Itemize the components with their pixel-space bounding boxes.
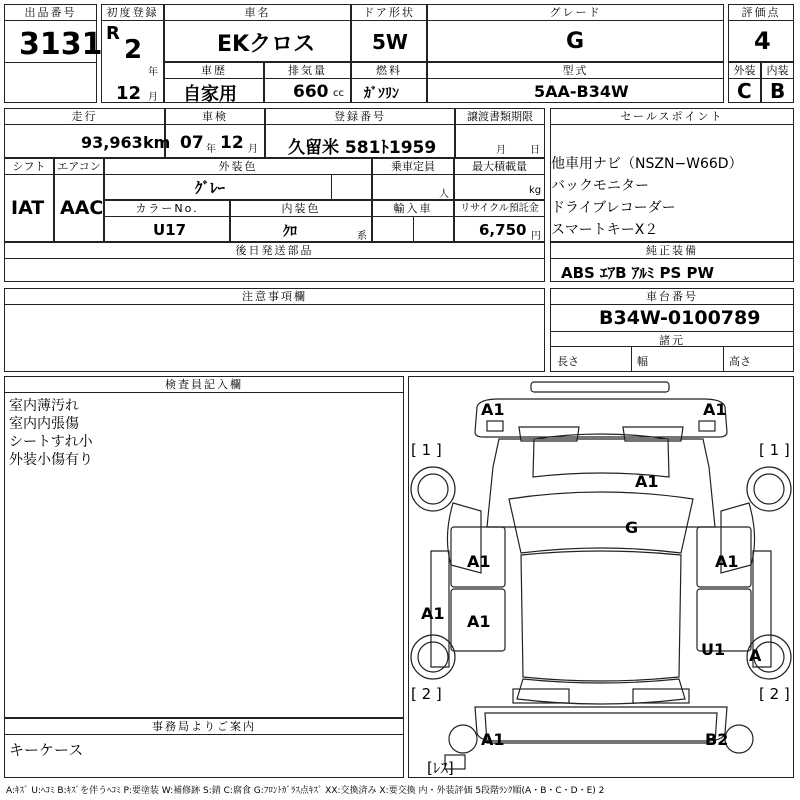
displacement-unit: cc xyxy=(333,88,344,99)
later-parts-label: 後日発送部品 xyxy=(5,243,544,259)
sales-line-4: スマートキーX２ xyxy=(551,222,659,238)
tire-rear-right: [ 2 ] xyxy=(759,685,790,703)
mileage-unit: km xyxy=(143,133,171,152)
sales-line-1: 他車用ナビ（NSZN−W66D） xyxy=(551,156,743,172)
inspection-month: 12 xyxy=(220,133,244,153)
equipment-box xyxy=(550,242,794,282)
color-no-box xyxy=(104,200,230,242)
door-box xyxy=(351,4,427,62)
int-color-value: ｸﾛ xyxy=(283,224,297,240)
capacity-label: 乗車定員 xyxy=(373,159,453,175)
dmg-right-fender: A1 xyxy=(715,552,739,571)
dmg-hood: A1 xyxy=(635,472,659,491)
inspector-box xyxy=(4,376,404,718)
car-name: EKクロス xyxy=(217,32,316,57)
inspection-year: 07 xyxy=(180,133,204,153)
dmg-front-right: A1 xyxy=(703,400,727,419)
car-name-label: 車名 xyxy=(165,5,350,21)
maxload-unit: kg xyxy=(529,185,542,196)
transfer-box xyxy=(455,108,545,158)
car-name-box xyxy=(164,4,351,62)
tire-front-left: [ 1 ] xyxy=(411,441,442,459)
era: R xyxy=(106,23,120,44)
interior-value: B xyxy=(770,79,786,103)
inspector-line-4: 外装小傷有り xyxy=(9,452,93,468)
first-registration-box xyxy=(101,4,164,103)
ac-value: AAC xyxy=(60,197,104,219)
grade-box xyxy=(427,4,724,62)
later-parts-box xyxy=(4,242,545,282)
tire-front-right: [ 1 ] xyxy=(759,441,790,459)
reg-month: 12 xyxy=(116,83,142,104)
inspector-line-1: 室内薄汚れ xyxy=(9,398,79,414)
spec-length: 長さ xyxy=(557,355,579,368)
first-reg-label: 初度登録 xyxy=(102,5,163,21)
score-value: 4 xyxy=(754,27,771,55)
color-label: 外装色 xyxy=(105,159,371,175)
recycle-unit: 円 xyxy=(531,231,541,242)
color-box xyxy=(104,158,372,200)
office-label: 事務局よりご案内 xyxy=(5,719,403,735)
capacity-unit: 人 xyxy=(439,189,449,200)
month-unit: 月 xyxy=(148,92,158,103)
office-value: キーケース xyxy=(9,741,84,759)
color-no-label: カラーNo. xyxy=(105,201,229,217)
color-value: ｸﾞﾚｰ xyxy=(195,179,226,197)
grade-value: G xyxy=(566,29,585,54)
fuel-value: ｶﾞｿﾘﾝ xyxy=(364,86,399,102)
dmg-windshield: G xyxy=(625,518,639,537)
legend: A:ｷｽﾞ U:ﾍｺﾐ B:ｷｽﾞを伴うﾍｺﾐ P:要塗装 W:補修跡 S:錆 C:腐食 G:ﾌﾛﾝﾄｶﾞﾗｽ点ｷｽﾞ XX:交換済み X:要交換 内・外装評価 5段階ﾗﾝｸ順(A・B・C・D・E) 2 xyxy=(6,786,605,796)
notes-box xyxy=(4,288,545,372)
interior-label: 内装 xyxy=(762,63,793,79)
exterior-box xyxy=(728,62,761,103)
lot-box xyxy=(4,4,103,103)
tire-rear-left: [ 2 ] xyxy=(411,685,442,703)
dmg-rear-right: B2 xyxy=(705,730,729,749)
dmg-rear-left: A1 xyxy=(481,730,505,749)
transfer-month: 月 xyxy=(496,145,506,156)
fuel-box xyxy=(351,62,427,103)
sales-line-3: ドライブレコーダー xyxy=(551,200,676,216)
registration-label: 登録番号 xyxy=(266,109,454,125)
mileage-value: 93,963 xyxy=(81,133,143,152)
inspection-box xyxy=(165,108,265,158)
interior-box xyxy=(761,62,794,103)
recycle-label: リサイクル預託金 xyxy=(455,201,544,217)
history-box xyxy=(164,62,264,103)
int-color-box xyxy=(230,200,372,242)
shift-value: IAT xyxy=(11,197,45,219)
inspection-year-unit: 年 xyxy=(206,144,216,155)
inspection-month-unit: 月 xyxy=(248,144,258,155)
dmg-right-rear: U1 xyxy=(701,640,726,659)
displacement-label: 排気量 xyxy=(265,63,350,79)
inspector-label: 検査員記入欄 xyxy=(5,377,403,393)
recycle-box xyxy=(454,200,545,242)
shift-label: シフト xyxy=(5,159,53,175)
dmg-right-wheel: A xyxy=(749,646,762,665)
model-box xyxy=(427,62,724,103)
car-diagram-svg xyxy=(409,377,793,777)
sales-line-2: バックモニター xyxy=(551,178,649,194)
recycle-value: 6,750 xyxy=(479,221,527,239)
ac-label: エアコン xyxy=(55,159,103,175)
sales-points-label: セールスポイント xyxy=(551,109,793,125)
registration-number: 久留米 581ﾄ1959 xyxy=(288,138,437,158)
shift-box xyxy=(4,158,54,242)
ac-box xyxy=(54,158,104,242)
spec-width: 幅 xyxy=(637,355,648,368)
sales-points-box xyxy=(550,108,794,242)
transfer-label: 譲渡書類期限 xyxy=(456,109,544,125)
specs-label: 諸元 xyxy=(659,334,685,347)
capacity-box xyxy=(372,158,454,200)
color-no-value: U17 xyxy=(153,221,187,239)
car-diagram xyxy=(408,376,794,778)
transfer-day: 日 xyxy=(530,145,540,156)
fuel-label: 燃料 xyxy=(352,63,426,79)
year-unit: 年 xyxy=(148,67,158,78)
import-label: 輸入車 xyxy=(373,201,453,217)
notes-label: 注意事項欄 xyxy=(5,289,544,305)
inspector-line-2: 室内内張傷 xyxy=(9,416,79,432)
equipment-value: ABS ｴｱB ｱﾙﾐ PS PW xyxy=(561,264,715,282)
inspector-line-3: シートすれ小 xyxy=(9,434,93,450)
door-type: 5W xyxy=(372,30,408,54)
reg-year: 2 xyxy=(124,35,143,65)
displacement-value: 660 xyxy=(293,82,329,102)
door-label: ドア形状 xyxy=(352,5,426,21)
mileage-label: 走行 xyxy=(5,109,164,125)
history-value: 自家用 xyxy=(183,84,237,105)
equipment-label: 純正装備 xyxy=(551,243,793,259)
import-box xyxy=(372,200,454,242)
dmg-left-side: A1 xyxy=(421,604,445,623)
spec-height: 高さ xyxy=(729,355,751,368)
int-color-label: 内装色 xyxy=(231,201,371,217)
mileage-box xyxy=(4,108,171,158)
lot-label: 出品番号 xyxy=(5,5,96,21)
exterior-value: C xyxy=(737,79,752,103)
model-value: 5AA-B34W xyxy=(534,82,629,101)
score-box xyxy=(728,4,794,62)
dmg-left-rear-door: A1 xyxy=(467,612,491,631)
score-label: 評価点 xyxy=(729,5,793,21)
exterior-label: 外装 xyxy=(729,63,760,79)
inspection-label: 車検 xyxy=(166,109,264,125)
registration-box xyxy=(265,108,455,158)
dmg-left-fender: A1 xyxy=(467,552,491,571)
office-box xyxy=(4,718,404,778)
int-color-unit: 系 xyxy=(357,231,367,242)
chassis-box xyxy=(550,288,794,372)
history-label: 車歴 xyxy=(165,63,263,79)
model-label: 型式 xyxy=(428,63,723,79)
chassis-number: B34W-0100789 xyxy=(599,307,761,329)
maxload-box xyxy=(454,158,545,200)
grade-label: グレード xyxy=(428,5,723,21)
dmg-front-left: A1 xyxy=(481,400,505,419)
maxload-label: 最大積載量 xyxy=(455,159,544,175)
spare-tire: [ﾚｽ] xyxy=(427,759,454,777)
lot-number: 3131 xyxy=(19,27,103,62)
displacement-box xyxy=(264,62,351,103)
chassis-label: 車台番号 xyxy=(551,289,793,305)
